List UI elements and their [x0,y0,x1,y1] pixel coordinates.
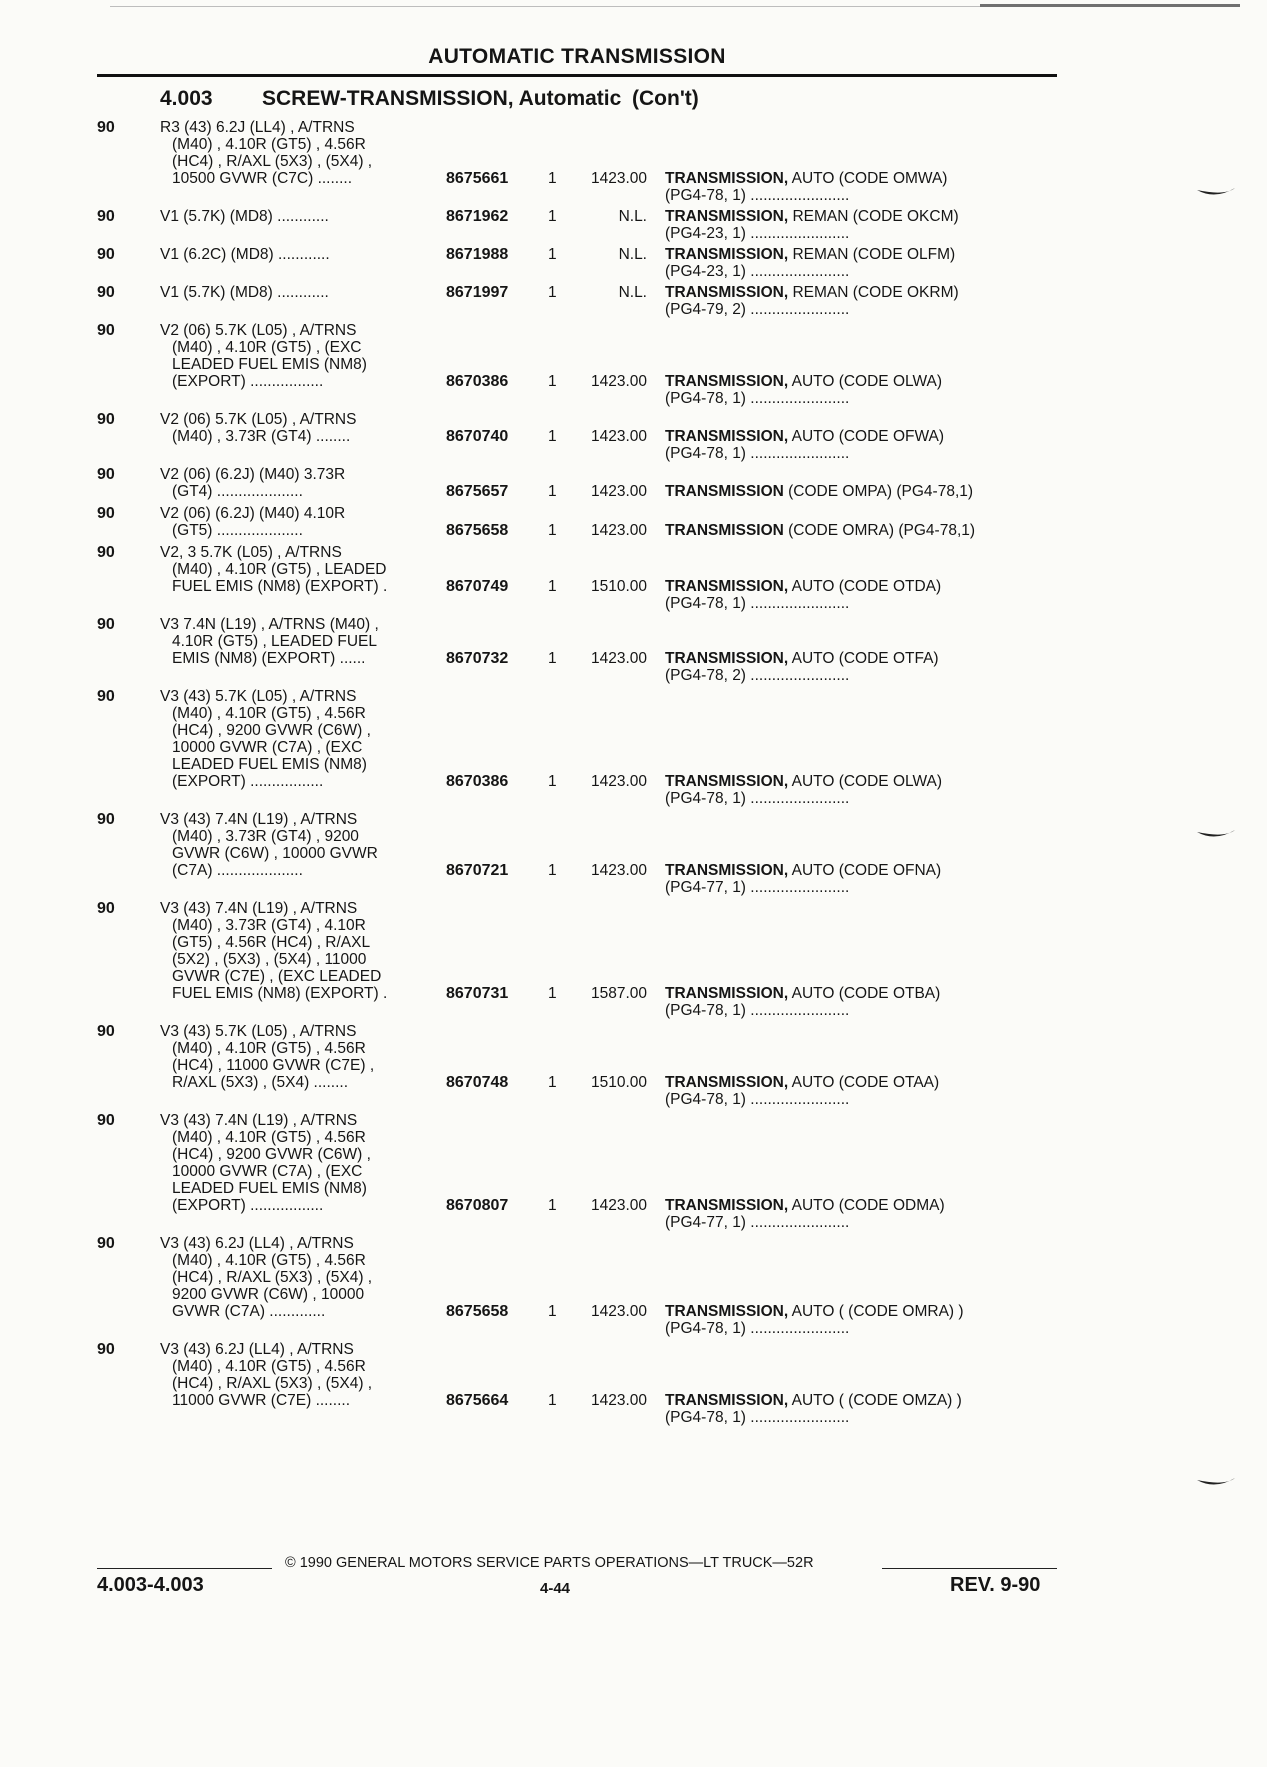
quantity: 1 [548,578,557,595]
part-number: 8670807 [446,1197,509,1214]
part-number: 8670732 [446,650,509,667]
description-line: FUEL EMIS (NM8) (EXPORT) . [172,578,388,595]
part-number: 8671997 [446,284,509,301]
part-name-line [665,246,1042,263]
part-name-detail: AUTO (CODE OTBA) [788,985,941,1002]
illustration-reference: (PG4-78, 1) ....................... [665,1002,850,1019]
usage-description [160,1235,430,1337]
scan-mark [1195,186,1237,200]
level-code: 90 [97,208,115,225]
description-line: (HC4) , 11000 GVWR (C7E) , [172,1057,375,1074]
level-code: 90 [97,1023,115,1040]
page-number: 4-44 [540,1580,571,1597]
part-name [665,773,1042,807]
price: 1423.00 [590,522,647,539]
part-name-detail: AUTO ( (CODE OMZA) ) [788,1392,962,1409]
part-name [665,246,1042,280]
illustration-reference: (PG4-23, 1) ....................... [665,263,850,280]
revision: REV. 9-90 [950,1574,1041,1596]
table-row [0,411,1267,462]
quantity: 1 [548,773,557,790]
part-name-bold: TRANSMISSION, [665,985,789,1002]
part-number: 8670386 [446,373,509,390]
part-name-detail: AUTO (CODE ODMA) [788,1197,945,1214]
part-name-bold: TRANSMISSION, [665,773,789,790]
subheading [160,87,699,111]
quantity: 1 [548,522,557,539]
part-name-bold: TRANSMISSION, [665,862,789,879]
description-line: LEADED FUEL EMIS (NM8) [172,756,367,773]
description-line: V3 (43) 7.4N (L19) , A/TRNS [160,900,358,917]
quantity: 1 [548,985,557,1002]
scan-mark [1195,828,1237,842]
table-row [0,246,1267,280]
part-name-detail: AUTO ( (CODE OMRA) ) [788,1303,964,1320]
description-line: (GT5) .................... [172,522,303,539]
price: N.L. [618,208,647,225]
part-name-detail: AUTO (CODE OFNA) [788,862,942,879]
price: 1423.00 [590,1303,647,1320]
description-line: (M40) , 4.10R (GT5) , 4.56R [172,1252,366,1269]
part-name-detail: (CODE OMRA) (PG4-78,1) [783,522,976,539]
part-name-line [665,650,1042,667]
price: 1423.00 [590,773,647,790]
part-name-bold: TRANSMISSION [665,483,784,500]
part-name [665,1392,1042,1426]
part-name-detail: AUTO (CODE OTFA) [788,650,939,667]
scan-edge-line-dark [980,4,1240,7]
part-name [665,578,1042,612]
description-line: R/AXL (5X3) , (5X4) ........ [172,1074,349,1091]
part-name [665,170,1042,204]
description-line: (HC4) , R/AXL (5X3) , (5X4) , [172,1375,373,1392]
level-code: 90 [97,119,115,136]
description-line: (M40) , 4.10R (GT5) , 4.56R [172,1129,366,1146]
part-name [665,428,1042,462]
part-name [665,1197,1042,1231]
part-name-line [665,862,1042,879]
part-name-line [665,284,1042,301]
part-name-bold: TRANSMISSION, [665,284,789,301]
price: 1423.00 [590,862,647,879]
part-name-line [665,483,1042,500]
level-code: 90 [97,616,115,633]
part-name [665,284,1042,318]
price: 1423.00 [590,1392,647,1409]
quantity: 1 [548,1197,557,1214]
part-name [665,1074,1042,1108]
part-name [665,522,1042,539]
table-row [0,119,1267,204]
part-name-detail: AUTO (CODE OMWA) [788,170,948,187]
part-name-detail: AUTO (CODE OLWA) [788,773,943,790]
copyright-notice: © 1990 GENERAL MOTORS SERVICE PARTS OPERATIONS—LT TRUCK—52R [285,1555,814,1571]
description-line: (M40) , 4.10R (GT5) , 4.56R [172,136,366,153]
table-row [0,466,1267,500]
description-line: V1 (5.7K) (MD8) ............ [160,284,329,301]
section-range: 4.003-4.003 [97,1574,204,1596]
description-line: V3 (43) 6.2J (LL4) , A/TRNS [160,1235,354,1252]
table-row [0,322,1267,407]
quantity: 1 [548,1074,557,1091]
part-number: 8670749 [446,578,509,595]
description-line: (M40) , 3.73R (GT4) , 4.10R [172,917,366,934]
illustration-reference: (PG4-23, 1) ....................... [665,225,850,242]
part-name-line [665,373,1042,390]
part-number: 8671988 [446,246,509,263]
part-name-line [665,522,1042,539]
level-code: 90 [97,900,115,917]
part-name-bold: TRANSMISSION, [665,1074,789,1091]
table-row [0,284,1267,318]
table-row [0,811,1267,896]
description-line: LEADED FUEL EMIS (NM8) [172,1180,367,1197]
part-name-detail: REMAN (CODE OKCM) [788,208,959,225]
description-line: (HC4) , R/AXL (5X3) , (5X4) , [172,1269,373,1286]
description-line: EMIS (NM8) (EXPORT) ...... [172,650,366,667]
description-line: V3 (43) 7.4N (L19) , A/TRNS [160,1112,358,1129]
usage-description [160,119,430,204]
description-line: (M40) , 4.10R (GT5) , (EXC [172,339,362,356]
part-name-bold: TRANSMISSION [665,522,784,539]
header-rule [97,74,1057,77]
description-line: (GT4) .................... [172,483,303,500]
level-code: 90 [97,505,115,522]
usage-description [160,1341,430,1426]
usage-description [160,505,430,539]
footer-rule-right [882,1568,1057,1569]
description-line: 10000 GVWR (C7A) , (EXC [172,1163,363,1180]
table-row [0,1023,1267,1108]
quantity: 1 [548,1392,557,1409]
part-name-bold: TRANSMISSION, [665,170,789,187]
part-number: 8670721 [446,862,509,879]
price: N.L. [618,284,647,301]
description-line: (EXPORT) ................. [172,1197,324,1214]
part-name-line [665,208,1042,225]
part-number: 8670740 [446,428,509,445]
part-name-line [665,1197,1042,1214]
level-code: 90 [97,1112,115,1129]
description-line: (HC4) , R/AXL (5X3) , (5X4) , [172,153,373,170]
description-line: 10500 GVWR (C7C) ........ [172,170,353,187]
usage-description [160,616,430,684]
quantity: 1 [548,170,557,187]
illustration-reference: (PG4-78, 1) ....................... [665,595,850,612]
illustration-reference: (PG4-78, 1) ....................... [665,1409,850,1426]
part-name-bold: TRANSMISSION, [665,208,789,225]
illustration-reference: (PG4-78, 2) ....................... [665,667,850,684]
description-line: (M40) , 4.10R (GT5) , 4.56R [172,1040,366,1057]
quantity: 1 [548,483,557,500]
level-code: 90 [97,544,115,561]
description-line: V2, 3 5.7K (L05) , A/TRNS [160,544,342,561]
part-name-bold: TRANSMISSION, [665,1392,789,1409]
table-row [0,1112,1267,1231]
section-title: AUTOMATIC TRANSMISSION [428,45,726,68]
table-row [0,616,1267,684]
part-number: 8675664 [446,1392,509,1409]
part-number: 8670731 [446,985,509,1002]
description-line: (M40) , 4.10R (GT5) , LEADED [172,561,387,578]
table-row [0,1341,1267,1426]
illustration-reference: (PG4-79, 2) ....................... [665,301,850,318]
usage-description [160,466,430,500]
level-code: 90 [97,411,115,428]
description-line: (EXPORT) ................. [172,373,324,390]
table-row [0,208,1267,242]
description-line: 11000 GVWR (C7E) ........ [172,1392,351,1409]
price: 1423.00 [590,483,647,500]
description-line: (HC4) , 9200 GVWR (C6W) , [172,1146,371,1163]
usage-description [160,811,430,896]
quantity: 1 [548,650,557,667]
part-name [665,985,1042,1019]
quantity: 1 [548,208,557,225]
level-code: 90 [97,1235,115,1252]
scan-mark [1195,1476,1237,1490]
part-name-bold: TRANSMISSION, [665,246,789,263]
part-name [665,483,1042,500]
price: 1510.00 [590,578,647,595]
part-number: 8675661 [446,170,509,187]
part-name [665,862,1042,896]
level-code: 90 [97,322,115,339]
subheading-number: 4.003 [160,87,213,110]
part-name [665,208,1042,242]
description-line: V3 (43) 5.7K (L05) , A/TRNS [160,688,357,705]
level-code: 90 [97,466,115,483]
description-line: V2 (06) 5.7K (L05) , A/TRNS [160,322,357,339]
level-code: 90 [97,246,115,263]
table-row [0,688,1267,807]
description-line: 4.10R (GT5) , LEADED FUEL [172,633,378,650]
illustration-reference: (PG4-78, 1) ....................... [665,1091,850,1108]
part-name-bold: TRANSMISSION, [665,1197,789,1214]
part-number: 8671962 [446,208,509,225]
description-line: V1 (6.2C) (MD8) ............ [160,246,330,263]
part-number: 8675658 [446,1303,509,1320]
description-line: (M40) , 3.73R (GT4) ........ [172,428,351,445]
table-row [0,544,1267,612]
price: 1423.00 [590,1197,647,1214]
usage-description [160,322,430,407]
illustration-reference: (PG4-77, 1) ....................... [665,1214,850,1231]
description-line: GVWR (C6W) , 10000 GVWR [172,845,378,862]
price: 1423.00 [590,373,647,390]
description-line: 9200 GVWR (C6W) , 10000 [172,1286,365,1303]
illustration-reference: (PG4-78, 1) ....................... [665,790,850,807]
description-line: (GT5) , 4.56R (HC4) , R/AXL [172,934,371,951]
part-name-detail: (CODE OMPA) (PG4-78,1) [783,483,974,500]
usage-description [160,544,430,612]
quantity: 1 [548,246,557,263]
description-line: V3 (43) 7.4N (L19) , A/TRNS [160,811,358,828]
illustration-reference: (PG4-78, 1) ....................... [665,1320,850,1337]
price: 1423.00 [590,428,647,445]
usage-description [160,688,430,807]
part-name-line [665,1303,1042,1320]
description-line: GVWR (C7E) , (EXC LEADED [172,968,382,985]
usage-description [160,1023,430,1108]
description-line: (5X2) , (5X3) , (5X4) , 11000 [172,951,367,968]
usage-description [160,284,430,318]
quantity: 1 [548,862,557,879]
description-line: V2 (06) (6.2J) (M40) 3.73R [160,466,346,483]
part-number: 8670386 [446,773,509,790]
price: 1423.00 [590,650,647,667]
description-line: (C7A) .................... [172,862,303,879]
price: 1510.00 [590,1074,647,1091]
part-name-bold: TRANSMISSION, [665,428,789,445]
illustration-reference: (PG4-78, 1) ....................... [665,390,850,407]
part-name [665,650,1042,684]
part-name-bold: TRANSMISSION, [665,1303,789,1320]
table-row [0,900,1267,1019]
usage-description [160,246,430,280]
table-row [0,1235,1267,1337]
part-name [665,373,1042,407]
description-line: (M40) , 4.10R (GT5) , 4.56R [172,1358,366,1375]
part-name-detail: AUTO (CODE OFWA) [788,428,945,445]
quantity: 1 [548,1303,557,1320]
usage-description [160,208,430,242]
part-name-detail: AUTO (CODE OTDA) [788,578,942,595]
usage-description [160,411,430,462]
description-line: (EXPORT) ................. [172,773,324,790]
level-code: 90 [97,688,115,705]
description-line: V3 (43) 6.2J (LL4) , A/TRNS [160,1341,354,1358]
usage-description [160,1112,430,1231]
price: 1423.00 [590,170,647,187]
table-row [0,505,1267,539]
part-name-line [665,578,1042,595]
footer-rule-left [97,1568,272,1569]
illustration-reference: (PG4-77, 1) ....................... [665,879,850,896]
part-name-line [665,773,1042,790]
part-name-detail: AUTO (CODE OTAA) [788,1074,940,1091]
quantity: 1 [548,428,557,445]
description-line: V2 (06) (6.2J) (M40) 4.10R [160,505,346,522]
level-code: 90 [97,811,115,828]
description-line: GVWR (C7A) ............. [172,1303,326,1320]
part-name [665,1303,1042,1337]
description-line: V2 (06) 5.7K (L05) , A/TRNS [160,411,357,428]
illustration-reference: (PG4-78, 1) ....................... [665,187,850,204]
description-line: V3 7.4N (L19) , A/TRNS (M40) , [160,616,379,633]
part-name-line [665,985,1042,1002]
subheading-continued: (Con't) [632,87,699,110]
price: 1587.00 [590,985,647,1002]
part-number: 8670748 [446,1074,509,1091]
part-name-bold: TRANSMISSION, [665,650,789,667]
illustration-reference: (PG4-78, 1) ....................... [665,445,850,462]
description-line: V1 (5.7K) (MD8) ............ [160,208,329,225]
level-code: 90 [97,284,115,301]
part-name-bold: TRANSMISSION, [665,578,789,595]
part-name-line [665,428,1042,445]
description-line: R3 (43) 6.2J (LL4) , A/TRNS [160,119,355,136]
parts-list [0,119,1267,1430]
level-code: 90 [97,1341,115,1358]
description-line: (M40) , 3.73R (GT4) , 9200 [172,828,359,845]
quantity: 1 [548,284,557,301]
part-name-line [665,1074,1042,1091]
description-line: (M40) , 4.10R (GT5) , 4.56R [172,705,366,722]
part-number: 8675658 [446,522,509,539]
description-line: FUEL EMIS (NM8) (EXPORT) . [172,985,388,1002]
part-name-bold: TRANSMISSION, [665,373,789,390]
description-line: (HC4) , 9200 GVWR (C6W) , [172,722,371,739]
part-name-detail: REMAN (CODE OLFM) [788,246,956,263]
usage-description [160,900,430,1019]
part-name-detail: REMAN (CODE OKRM) [788,284,959,301]
description-line: LEADED FUEL EMIS (NM8) [172,356,367,373]
part-name-line [665,1392,1042,1409]
description-line: 10000 GVWR (C7A) , (EXC [172,739,363,756]
subheading-title: SCREW-TRANSMISSION, Automatic [262,87,622,110]
quantity: 1 [548,373,557,390]
part-name-detail: AUTO (CODE OLWA) [788,373,943,390]
description-line: V3 (43) 5.7K (L05) , A/TRNS [160,1023,357,1040]
price: N.L. [618,246,647,263]
part-number: 8675657 [446,483,509,500]
part-name-line [665,170,1042,187]
